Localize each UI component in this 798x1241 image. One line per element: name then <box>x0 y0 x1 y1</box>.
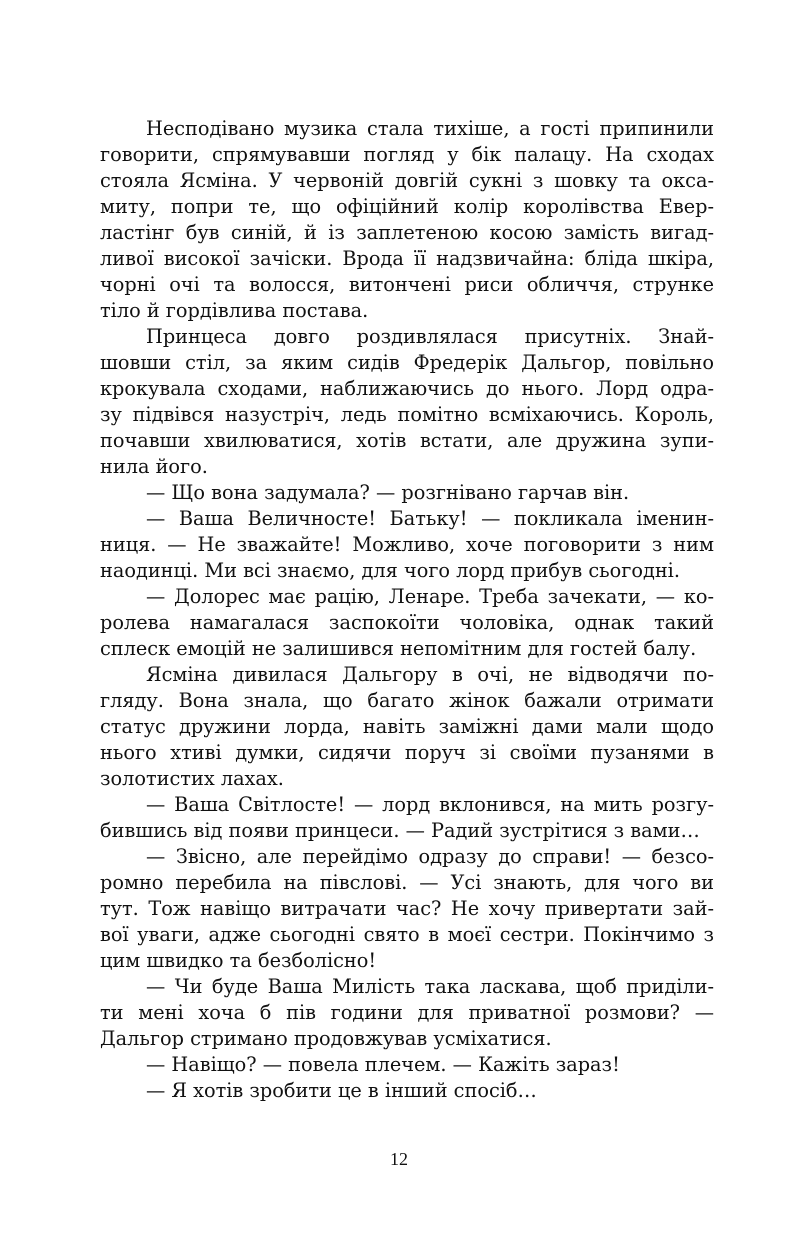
text-line: ливої високої зачіски. Врода її надзвичайна: бліда шкіра, <box>100 247 714 270</box>
text-line: — Я хотів зробити це в інший спосіб… <box>146 1079 537 1102</box>
text-line: — Навіщо? — повела плечем. — Кажіть зараз! <box>146 1053 620 1076</box>
paragraph <box>100 844 714 974</box>
body-text <box>100 116 714 1104</box>
page-number: 12 <box>390 1149 408 1169</box>
text-line: ролева намагалася заспокоїти чоловіка, однак такий <box>100 611 714 634</box>
text-line: ластінг був синій, й із заплетеною косою замість вигад- <box>100 221 714 244</box>
paragraph <box>100 974 714 1052</box>
text-line: тут. Тож навіщо витрачати час? Не хочу привертати зай- <box>100 897 714 920</box>
text-line: — Чи буде Ваша Милість така ласкава, щоб приділи- <box>146 975 714 998</box>
text-line: сплеск емоцій не залишився непомітним для гостей балу. <box>100 637 697 660</box>
text-line: — Ваша Світлосте! — лорд вклонився, на мить розгу- <box>146 793 714 816</box>
paragraph <box>100 792 714 844</box>
text-line: чорні очі та волосся, витончені риси обличчя, струнке <box>100 273 714 296</box>
text-line: Принцеса довго роздивлялася присутніх. Знай- <box>146 325 714 348</box>
text-line: крокувала сходами, наближаючись до нього. Лорд одра- <box>100 377 714 400</box>
paragraph <box>100 662 714 792</box>
text-line: шовши стіл, за яким сидів Фредерік Дальгор, повільно <box>100 351 714 374</box>
text-line: стояла Ясміна. У червоній довгій сукні з шовку та окса- <box>100 169 714 192</box>
paragraph <box>100 506 714 584</box>
text-line: — Долорес має рацію, Ленаре. Треба зачекати, — ко- <box>146 585 714 608</box>
text-line: нього хтиві думки, сидячи поруч зі своїми пузанями в <box>100 741 714 764</box>
paragraph <box>100 116 714 324</box>
text-line: бившись від появи принцеси. — Радий зустрітися з вами… <box>100 819 700 842</box>
paragraph <box>100 1052 714 1078</box>
text-line: зу підвівся назустріч, ледь помітно всміхаючись. Король, <box>100 403 714 426</box>
text-line: Дальгор стримано продовжував усміхатися. <box>100 1027 552 1050</box>
paragraph <box>100 1078 714 1104</box>
paragraph <box>100 324 714 480</box>
text-line: вої уваги, адже сьогодні свято в моєї сестри. Покінчимо з <box>100 923 714 946</box>
text-line: ниця. — Не зважайте! Можливо, хоче поговорити з ним <box>100 533 714 556</box>
text-line: говорити, спрямувавши погляд у бік палацу. На сходах <box>100 143 714 166</box>
text-line: наодинці. Ми всі знаємо, для чого лорд прибув сьогодні. <box>100 559 680 582</box>
text-line: статус дружини лорда, навіть заміжні дами мали щодо <box>100 715 714 738</box>
text-line: нила його. <box>100 455 208 478</box>
paragraph <box>100 584 714 662</box>
text-line: ромно перебила на півслові. — Усі знають, для чого ви <box>100 871 714 894</box>
text-line: — Ваша Величносте! Батьку! — покликала іменин- <box>146 507 714 530</box>
text-line: — Що вона задумала? — розгнівано гарчав він. <box>146 481 630 504</box>
text-line: цим швидко та безболісно! <box>100 949 377 972</box>
text-line: почавши хвилюватися, хотів встати, але дружина зупи- <box>100 429 714 452</box>
text-line: ти мені хоча б пів години для приватної розмови? — <box>100 1001 714 1024</box>
text-line: — Звісно, але перейдімо одразу до справи! — безсо- <box>146 845 714 868</box>
text-line: золотистих лахах. <box>100 767 284 790</box>
text-line: миту, попри те, що офіційний колір королівства Евер- <box>100 195 714 218</box>
text-line: тіло й гордівлива постава. <box>100 299 369 322</box>
text-line: Несподівано музика стала тихіше, а гості припинили <box>146 117 714 140</box>
paragraph <box>100 480 714 506</box>
text-line: гляду. Вона знала, що багато жінок бажали отримати <box>100 689 714 712</box>
text-line: Ясміна дивилася Дальгору в очі, не відводячи по- <box>146 663 714 686</box>
